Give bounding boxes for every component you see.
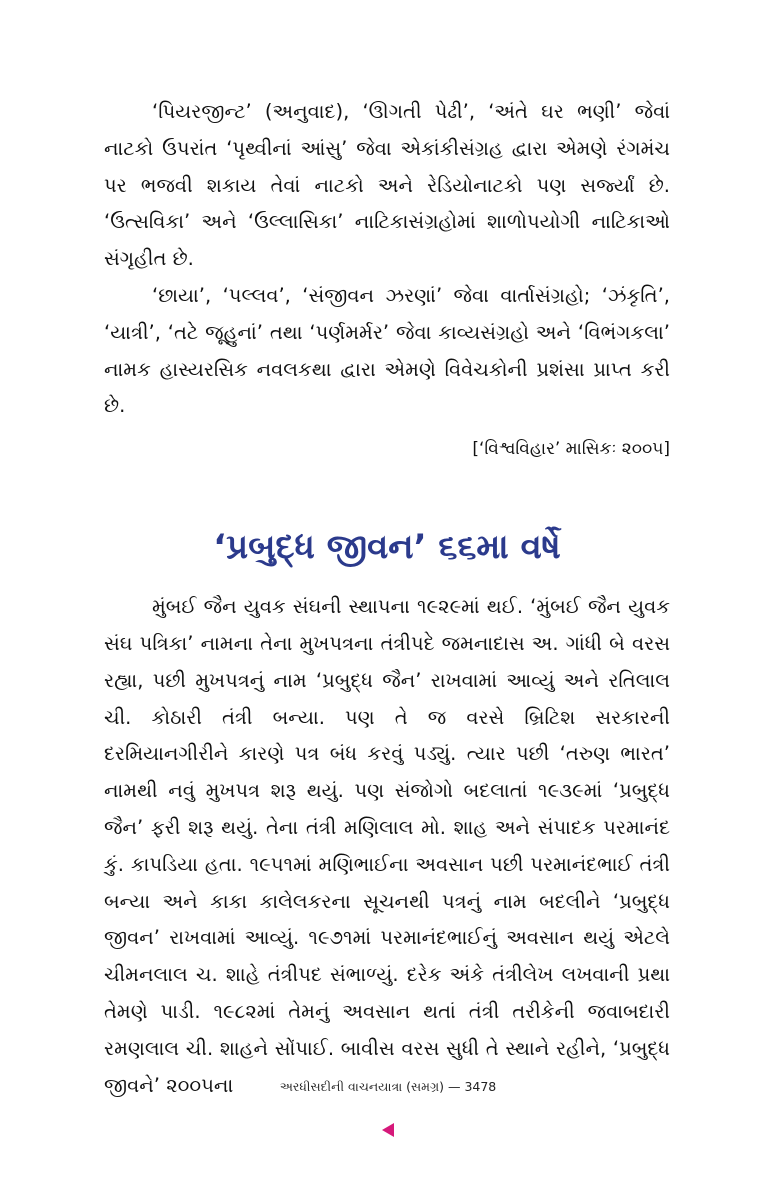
article2-title: ‘પ્રબુદ્ધ જીવન’ ૬૬મા વર્ષે: [213, 527, 561, 568]
previous-page-icon[interactable]: [382, 1123, 394, 1137]
page-content: [104, 94, 670, 1104]
article1-paragraph-1: ‘પિયરજીન્ટ’ (અનુવાદ), ‘ઊગતી પેઢી’, ‘અંતે ઘર ભણી’ જેવાં નાટકો ઉપરાંત ‘પૃથ્વીનાં આંસુ’ જેવા એકાંકીસંગ્રહ દ્વારા એમણે રંગમંચ પર ભજવી શકાય તેવાં નાટકો અને રેડિયોનાટકો પણ સર્જ્યાં છે. ‘ઉત્સવિકા’ અને ‘ઉલ્લાસિકા’ નાટિકાસંગ્રહોમાં શાળોપયોગી નાટિકાઓ સંગૃહીત છે.: [104, 100, 670, 271]
article1-source: [‘વિશ્વવિહાર’ માસિકઃ ૨૦૦૫]: [472, 439, 670, 460]
page-footer: અરધીસદીની વાચનયાત્રા (સમગ્ર) — 3478: [279, 1079, 497, 1094]
article2-paragraph: મુંબઈ જૈન યુવક સંઘની સ્થાપના ૧૯૨૯માં થઈ. ‘મુંબઈ જૈન યુવક સંઘ પત્રિકા’ નામના તેના મુખપત્રના તંત્રીપદે જમનાદાસ અ. ગાંધી બે વરસ રહ્યા, પછી મુખપત્રનું નામ ‘પ્રબુદ્ધ જૈન’ રાખવામાં આવ્યું અને રતિલાલ ચી. કોઠારી તંત્રી બન્યા. પણ તે જ વરસે બ્રિટિશ સરકારની દરમિયાનગીરીને કારણે પત્ર બંધ કરવું પડ્યું. ત્યાર પછી ‘તરુણ ભારત’ નામથી નવું મુખપત્ર શરૂ થયું. પણ સંજોગો બદલાતાં ૧૯૩૯માં ‘પ્રબુદ્ધ જૈન’ ફરી શરૂ થયું. તેના તંત્રી મણિલાલ મો. શાહ અને સંપાદક પરમાનંદ કું. કાપડિયા હતા. ૧૯૫૧માં મણિભાઈના અવસાન પછી પરમાનંદભાઈ તંત્રી બન્યા અને કાકા કાલેલકરના સૂચનથી પત્રનું નામ બદલીને ‘પ્રબુદ્ધ જીવન’ રાખવામાં આવ્યું. ૧૯૭૧માં પરમાનંદભાઈનું અવસાન થયું એટલે ચીમનલાલ ચ. શાહે તંત્રીપદ સંભાળ્યું. દરેક અંકે તંત્રીલેખ લખવાની પ્રથા તેમણે પાડી. ૧૯૮૨માં તેમનું અવસાન થતાં તંત્રી તરીકેની જવાબદારી રમણલાલ ચી. શાહને સોંપાઈ. બાવીસ વરસ સુધી તે સ્થાને રહીને, ‘પ્રબુદ્ધ જીવને’ ૨૦૦૫ના: [104, 595, 670, 1097]
article1-paragraph-2: ‘છાયા’, ‘પલ્લવ’, ‘સંજીવન ઝરણાં’ જેવા વાર્તાસંગ્રહો; ‘ઝંકૃતિ’, ‘યાત્રી’, ‘તટે જૂહુનાં’ તથા ‘પર્ણમર્મર’ જેવા કાવ્યસંગ્રહો અને ‘વિભંગકલા’ નામક હાસ્યરસિક નવલકથા દ્વારા એમણે વિવેચકોની પ્રશંસા પ્રાપ્ત કરી છે.: [104, 283, 670, 418]
